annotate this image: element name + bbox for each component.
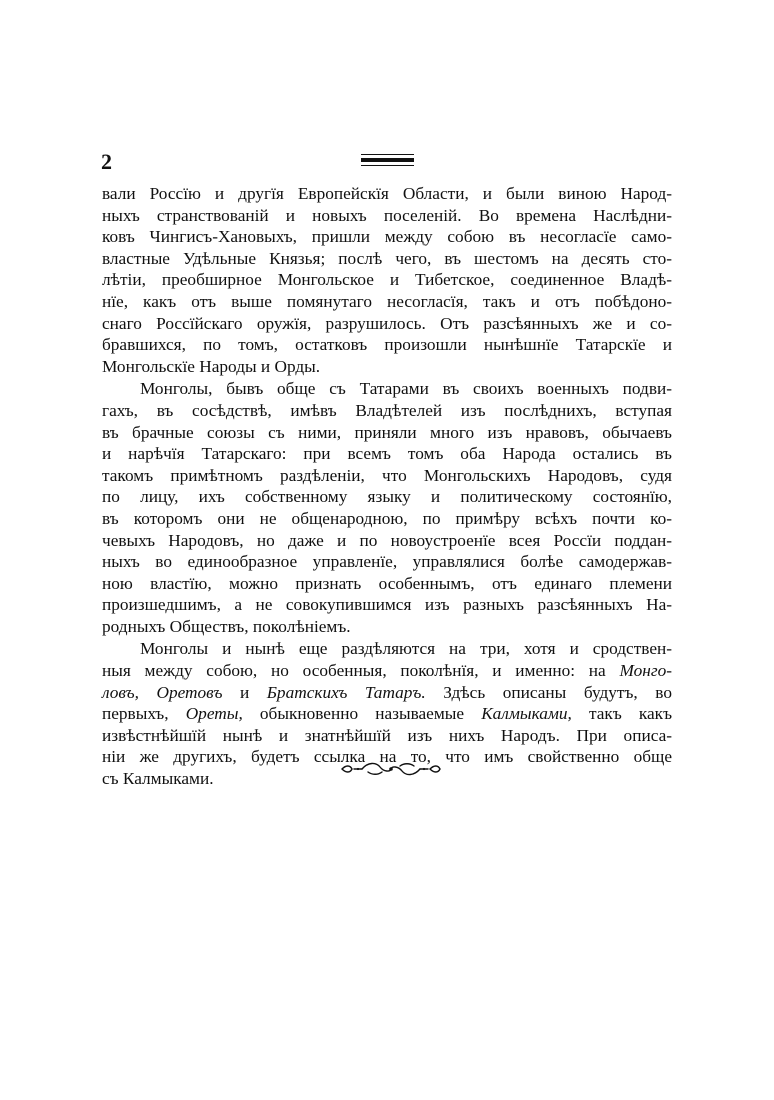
text-line: ковъ Чингисъ-Хановыхъ, пришли между собою въ несогласїе само-	[102, 227, 672, 247]
text-line: по лицу, ихъ собственному языку и политическому состоянїю,	[102, 487, 672, 507]
paragraph-1	[102, 183, 672, 377]
text-line: въ которомъ они не общенародною, по примѣру всѣхъ почти ко-	[102, 508, 672, 528]
text-line: вали Россїю и другїя Европейскїя Области, и были виною Народ-	[102, 184, 672, 203]
text-line: Монгольскїе Народы и Орды.	[102, 356, 321, 376]
ornament-divider-icon	[338, 758, 444, 780]
text-line: Монголы, бывъ обще съ Татарами въ своихъ военныхъ подви-	[140, 379, 672, 399]
text-fragment: обыкновенно называемые	[259, 704, 465, 724]
main-text	[102, 183, 672, 791]
text-line: ныхъ странствованiй и новыхъ поселенiй. Во времена Наслѣдни-	[102, 205, 672, 225]
italic-term: Калмыками,	[481, 704, 572, 724]
italic-term: Оретовъ	[156, 682, 223, 702]
text-line: чевыхъ Народовъ, но даже и по новоустроенїе всея Россїи поддан-	[102, 530, 672, 550]
text-line: нiи же другихъ, будетъ ссылка на то, что имъ свойственно обще	[102, 747, 672, 767]
text-line	[102, 660, 672, 682]
header-rule	[361, 154, 414, 169]
italic-term: ловъ,	[102, 682, 139, 702]
text-line: родныхъ Обществъ, поколѣнiемъ.	[102, 616, 351, 636]
text-line: и нарѣчїя Татарскаго: при всемъ томъ оба Народа остались въ	[102, 444, 672, 464]
text-line: снаго Россїйскаго оружїя, разрушилось. Отъ разсѣянныхъ же и со-	[102, 313, 672, 333]
italic-term: Монго-	[619, 661, 672, 681]
text-line: произшедшимъ, а не совокупившимся изъ разныхъ разсѣянныхъ На-	[102, 595, 672, 615]
text-line: ныхъ во единообразное управленїе, управлялися болѣе самодержав-	[102, 552, 672, 572]
text-line: бравшихся, по томъ, остатковъ произошли нынѣшнїе Татарскїе и	[102, 335, 672, 355]
text-fragment: такъ какъ	[588, 704, 673, 724]
text-line: въ брачные союзы съ ними, приняли много изъ нравовъ, обычаевъ	[102, 422, 672, 442]
italic-term: Ореты,	[185, 704, 243, 724]
page-number: 2	[101, 149, 112, 174]
text-fragment: первыхъ,	[102, 704, 169, 724]
text-line: властные Удѣльные Князья; послѣ чего, въ шестомъ на десять сто-	[102, 248, 672, 268]
text-line: извѣстнѣйшїй нынѣ и знатнѣйшїй изъ нихъ Народъ. При описа-	[102, 725, 672, 745]
text-line: лѣтiи, преобширное Монгольское и Тибетское, соединенное Владѣ-	[102, 270, 672, 290]
text-line: ною властїю, можно признать особеннымъ, отъ единаго племени	[102, 573, 672, 593]
text-line: нїе, какъ отъ выше помянутаго несогласїя, такъ и отъ побѣдонo-	[102, 291, 672, 311]
text-line: такомъ примѣтномъ раздѣленiи, что Монгольскихъ Народовъ, судя	[102, 465, 672, 485]
text-fragment: и	[239, 682, 250, 702]
text-fragment: Здѣсь описаны будутъ, во	[443, 682, 672, 702]
text-fragment: ныя между собою, но особенныя, поколѣнїя, и именно: на	[102, 661, 606, 681]
text-line: гахъ, въ сосѣдствѣ, имѣвъ Владѣтелей изъ послѣднихъ, вступая	[102, 400, 672, 420]
paragraph-2	[102, 378, 672, 637]
text-line	[102, 682, 672, 704]
text-line: Монголы и нынѣ еще раздѣляются на три, хотя и сродствен-	[140, 639, 672, 659]
text-line: съ Калмыками.	[102, 769, 214, 789]
text-line	[102, 703, 672, 725]
italic-term: Братскихъ Татаръ.	[266, 682, 426, 702]
